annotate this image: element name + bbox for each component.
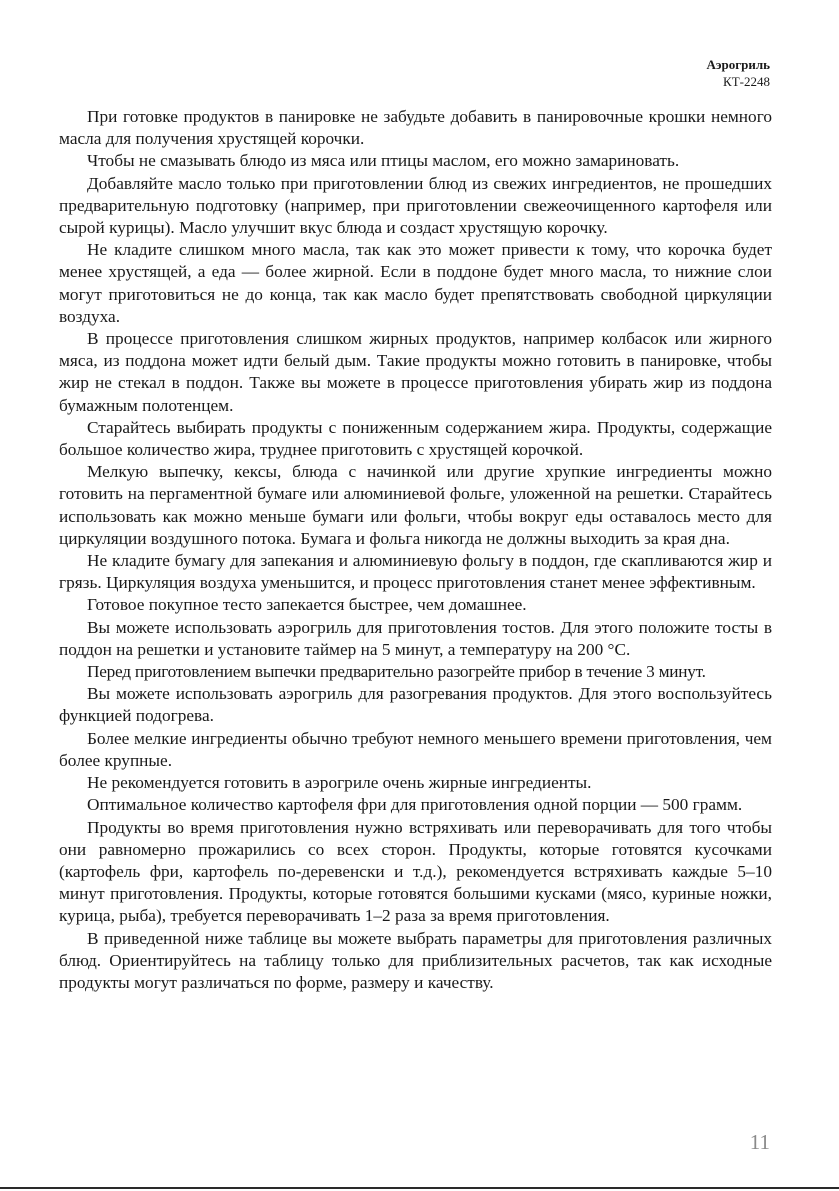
paragraph: Мелкую выпечку, кексы, блюда с начинкой или другие хрупкие ингредиенты можно готовить на пергаментной бумаге или алюминиевой фольге, уложенной на решетки. Старайтесь использовать как можно меньше бумаги или фольги, чтобы вокруг еды оставалось место для циркуляции воздушного потока. Бумага и фольга никогда не должны выходить за края дна. bbox=[59, 462, 772, 548]
paragraph: Вы можете использовать аэрогриль для приготовления тостов. Для этого положите тосты в поддон на решетки и установите таймер на 5 минут, а температуру на 200 °С. bbox=[59, 617, 772, 659]
paragraph: Вы можете использовать аэрогриль для разогревания продуктов. Для этого воспользуйтесь функцией подогрева. bbox=[59, 684, 772, 726]
paragraph: Не кладите слишком много масла, так как это может привести к тому, что корочка будет менее хрустящей, а еда — более жирной. Если в поддоне будет много масла, то нижние слои могут приготовиться не до конца, так как масло будет препятствовать свободной циркуляции воздуха. bbox=[59, 240, 772, 326]
paragraph: Не кладите бумагу для запекания и алюминиевую фольгу в поддон, где скапливаются жир и грязь. Циркуляция воздуха уменьшится, и процесс приготовления станет менее эффективным. bbox=[59, 551, 772, 593]
paragraph: Перед приготовлением выпечки предварительно разогрейте прибор в течение 3 минут. bbox=[87, 662, 706, 682]
bottom-rule bbox=[0, 1187, 839, 1189]
paragraph: Более мелкие ингредиенты обычно требуют немного меньшего времени приготовления, чем более крупные. bbox=[59, 728, 772, 770]
paragraph: Оптимальное количество картофеля фри для приготовления одной порции — 500 грамм. bbox=[87, 795, 743, 815]
paragraph: В процессе приготовления слишком жирных продуктов, например колбасок или жирного мяса, из поддона может идти белый дым. Такие продукты можно готовить в панировке, чтобы жир не стекал в поддон. Также вы можете в процессе приготовления убирать жир из поддона бумажным полотенцем. bbox=[59, 329, 772, 415]
paragraph: В приведенной ниже таблице вы можете выбрать параметры для приготовления различных блюд. Ориентируйтесь на таблицу только для приблизительных расчетов, так как исходные продукты могут различаться по форме, размеру и качеству. bbox=[59, 928, 772, 992]
paragraph: Старайтесь выбирать продукты с пониженным содержанием жира. Продукты, содержащие большое количество жира, труднее приготовить с хрустящей корочкой. bbox=[59, 417, 772, 460]
paragraph: Добавляйте масло только при приготовлении блюд из свежих ингредиентов, не прошедших предварительную подготовку (например, при приготовлении свежеочищенного картофеля или сырой курицы). Масло улучшит вкус блюда и создаст хрустящую корочку. bbox=[59, 173, 772, 238]
paragraph: Продукты во время приготовления нужно встряхивать или переворачивать для того чтобы они равномерно прожарились со всех сторон. Продукты, которые готовятся кусочками (картофель фри, картофель по-деревенски и т.д.), рекомендуется встряхивать каждые 5–10 минут приготовления. Продукты, которые готовятся большими кусками (мясо, куриные ножки, курица, рыба), требуется переворачивать 1–2 раза за время приготовления. bbox=[59, 817, 772, 926]
body-text bbox=[59, 106, 772, 994]
paragraph: Не рекомендуется готовить в аэрогриле очень жирные ингредиенты. bbox=[87, 773, 592, 793]
paragraph: Чтобы не смазывать блюдо из мяса или птицы маслом, его можно замариновать. bbox=[87, 151, 680, 171]
header-title: Аэрогриль bbox=[706, 57, 770, 72]
page-header bbox=[706, 56, 770, 90]
paragraph: Готовое покупное тесто запекается быстрее, чем домашнее. bbox=[87, 595, 527, 615]
page-number: 11 bbox=[749, 1130, 770, 1154]
header-model: КТ-2248 bbox=[723, 74, 770, 89]
paragraph: При готовке продуктов в панировке не забудьте добавить в панировочные крошки немного масла для получения хрустящей корочки. bbox=[59, 107, 772, 149]
